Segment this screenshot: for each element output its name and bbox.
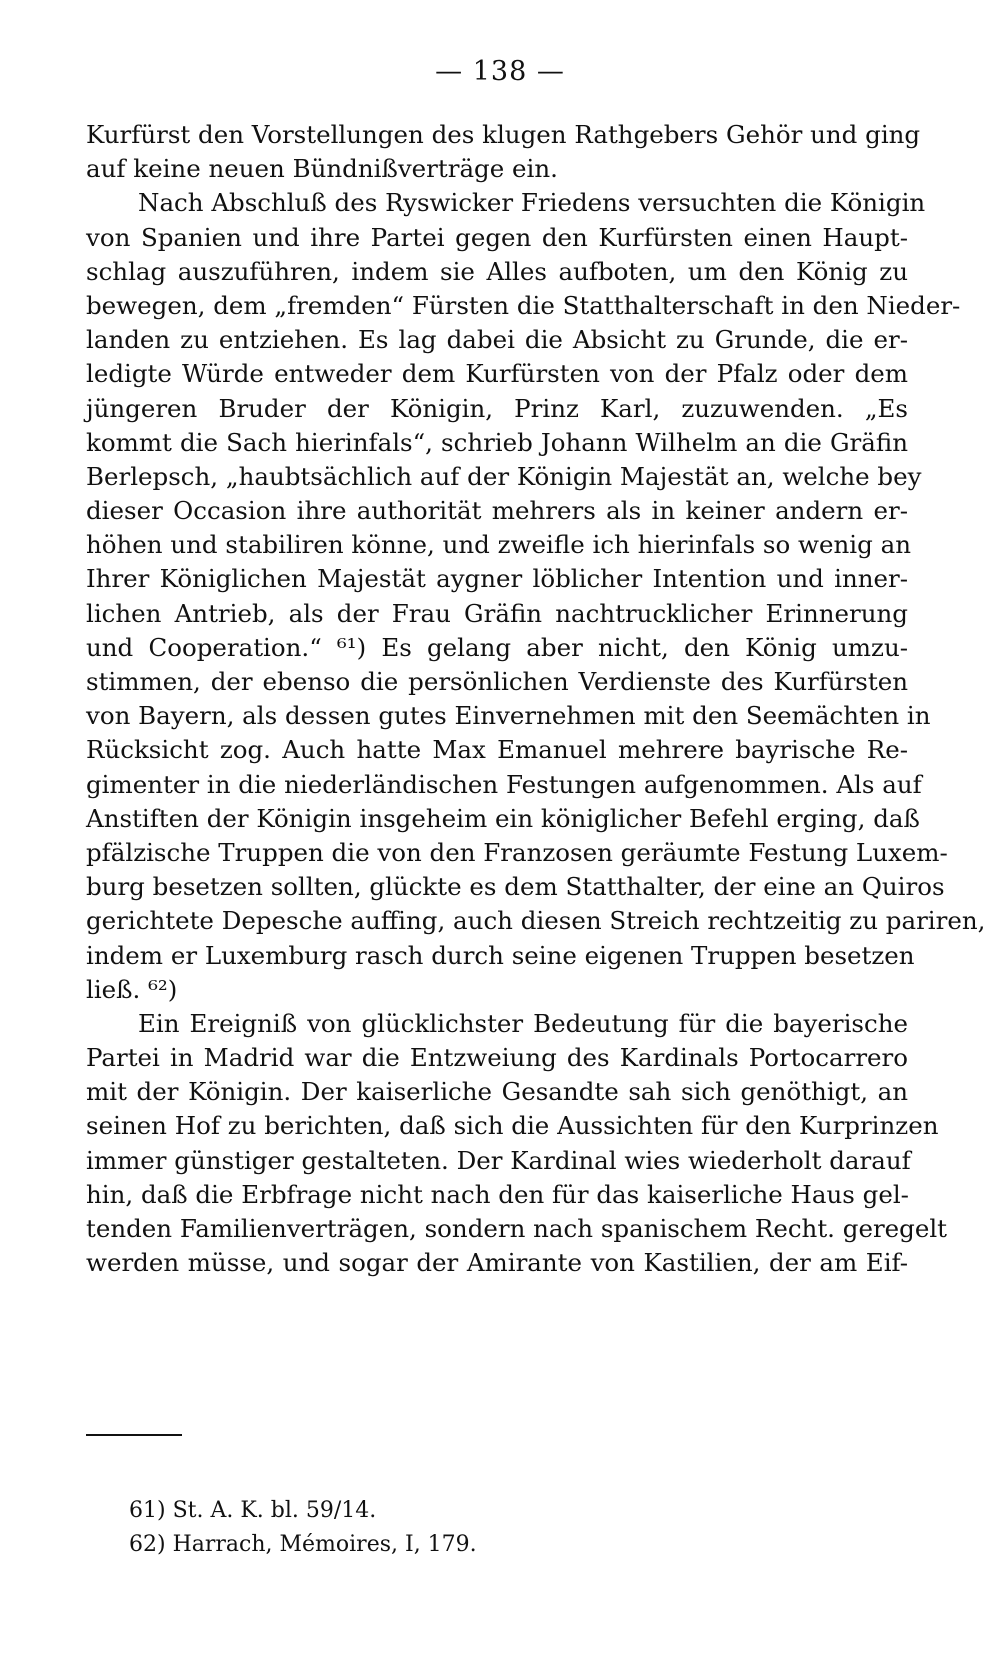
paragraph xyxy=(86,1007,948,1281)
footnote-separator xyxy=(86,1434,182,1436)
text-line: Ein Ereigniß von glücklichster Bedeutung für die bayerische xyxy=(138,1008,908,1038)
text-line: höhen und stabiliren könne, und zweifle ich hierinfals so wenig an xyxy=(86,530,911,560)
text-line: und Cooperation.“ ⁶¹) Es gelang aber nicht, den König umzu- xyxy=(86,632,908,662)
text-line: Berlepsch, „haubtsächlich auf der Königin Majestät an, welche bey xyxy=(86,461,922,491)
text-line: Partei in Madrid war die Entzweiung des Kardinals Portocarrero xyxy=(86,1043,908,1073)
text-line: tenden Familienverträgen, sondern nach spanischem Recht. geregelt xyxy=(86,1214,948,1243)
text-line: immer günstiger gestalteten. Der Kardinal wies wiederholt darauf xyxy=(86,1145,911,1175)
text-line: gerichtete Depesche auffing, auch diesen Streich rechtzeitig zu pariren, xyxy=(86,906,986,936)
text-line: bewegen, dem „fremden“ Fürsten die Statthalterschaft in den Nieder- xyxy=(86,290,961,320)
text-line: Kurfürst den Vorstellungen des klugen Rathgebers Gehör und ging xyxy=(86,120,921,149)
text-line: stimmen, der ebenso die persönlichen Verdienste des Kurfürsten xyxy=(86,667,908,696)
text-line: von Bayern, als dessen gutes Einvernehmen mit den Seemächten in xyxy=(86,701,931,731)
text-line: burg besetzen sollten, glückte es dem Statthalter, der eine an Quiros xyxy=(86,872,945,902)
paragraph xyxy=(86,118,921,186)
body-text xyxy=(86,118,986,1280)
footnotes xyxy=(129,1494,829,1562)
text-line: ließ. ⁶²) xyxy=(86,974,178,1004)
footnote: 62) Harrach, Mémoires, I, 179. xyxy=(129,1532,477,1557)
text-line: dieser Occasion ihre authorität mehrers als in keiner andern er- xyxy=(86,496,908,526)
text-line: lichen Antrieb, als der Frau Gräfin nachtrucklicher Erinnerung xyxy=(86,598,908,628)
text-line: Nach Abschluß des Ryswicker Friedens versuchten die Königin xyxy=(138,188,926,218)
text-line: Rücksicht zog. Auch hatte Max Emanuel mehrere bayrische Re- xyxy=(86,735,908,765)
text-line: kommt die Sach hierinfals“, schrieb Johann Wilhelm an die Gräfin xyxy=(86,427,908,457)
text-line: auf keine neuen Bündnißverträge ein. xyxy=(86,154,558,184)
text-line: von Spanien und ihre Partei gegen den Kurfürsten einen Haupt- xyxy=(86,222,908,252)
text-line: pfälzische Truppen die von den Franzosen geräumte Festung Luxem- xyxy=(86,837,948,867)
page-number: — 138 — xyxy=(435,56,565,87)
text-line: mit der Königin. Der kaiserliche Gesandte sah sich genöthigt, an xyxy=(86,1077,908,1107)
paragraph xyxy=(86,186,986,1007)
text-line: werden müsse, und sogar der Amirante von Kastilien, der am Eif- xyxy=(86,1248,908,1278)
text-line: landen zu entziehen. Es lag dabei die Absicht zu Grunde, die er- xyxy=(86,325,908,355)
text-line: Anstiften der Königin insgeheim ein königlicher Befehl erging, daß xyxy=(86,803,920,833)
text-line: gimenter in die niederländischen Festungen aufgenommen. Als auf xyxy=(86,769,922,799)
text-line: jüngeren Bruder der Königin, Prinz Karl, zuzuwenden. „Es xyxy=(86,393,908,423)
footnote: 61) St. A. K. bl. 59/14. xyxy=(129,1498,377,1523)
text-line: hin, daß die Erbfrage nicht nach den für das kaiserliche Haus gel- xyxy=(86,1179,909,1209)
text-line: Ihrer Königlichen Majestät aygner löblicher Intention und inner- xyxy=(86,564,908,594)
text-line: indem er Luxemburg rasch durch seine eigenen Truppen besetzen xyxy=(86,940,915,970)
text-line: ledigte Würde entweder dem Kurfürsten von der Pfalz oder dem xyxy=(86,359,908,389)
text-line: schlag auszuführen, indem sie Alles aufboten, um den König zu xyxy=(86,256,908,286)
text-line: seinen Hof zu berichten, daß sich die Aussichten für den Kurprinzen xyxy=(86,1111,939,1141)
